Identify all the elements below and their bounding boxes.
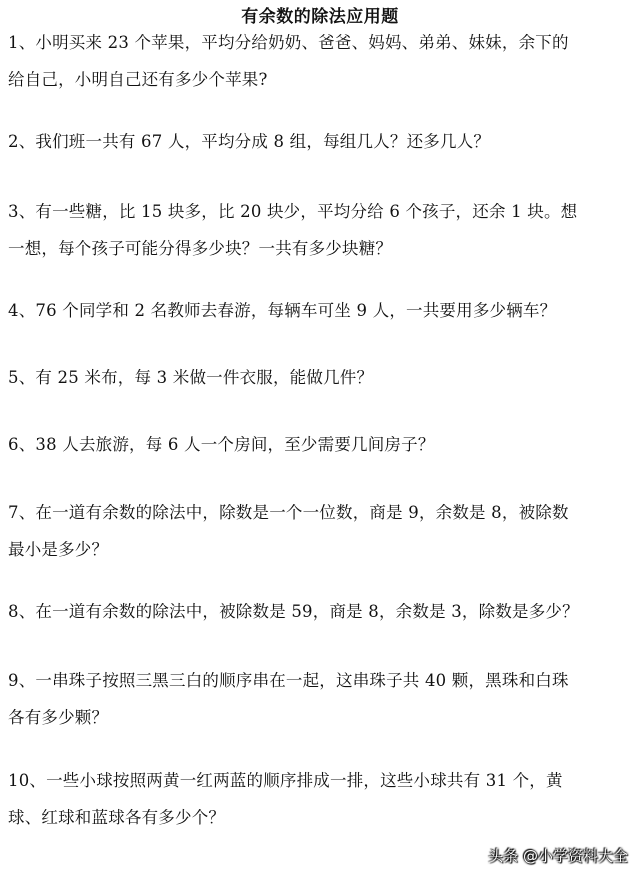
question-1-line-2: 给自己，小明自己还有多少个苹果? [8, 70, 268, 89]
question-8-line-1: 8、在一道有余数的除法中，被除数是 59，商是 8，余数是 3，除数是多少？ [8, 602, 579, 621]
watermark: 头条 @小学资料大全 [488, 847, 628, 865]
question-6-line-1: 6、38 人去旅游，每 6 人一个房间，至少需要几间房子？ [8, 435, 435, 454]
question-7-line-1: 7、在一道有余数的除法中，除数是一个一位数，商是 9，余数是 8，被除数 [8, 503, 569, 522]
question-5 [8, 359, 632, 396]
question-4 [8, 292, 632, 329]
question-5-line-1: 5、有 25 米布，每 3 米做一件衣服，能做几件？ [8, 368, 374, 387]
question-10-line-2: 球、红球和蓝球各有多少个？ [8, 808, 226, 827]
worksheet-title: 有余数的除法应用题 [241, 7, 399, 27]
question-1 [8, 24, 632, 98]
question-10-line-1: 10、一些小球按照两黄一红两蓝的顺序排成一排，这些小球共有 31 个，黄 [8, 771, 563, 790]
question-3-line-1: 3、有一些糖，比 15 块多，比 20 块少，平均分给 6 个孩子，还余 1 块。想 [8, 202, 578, 221]
question-8 [8, 593, 632, 630]
question-10 [8, 762, 632, 836]
question-4-line-1: 4、76 个同学和 2 名教师去春游，每辆车可坐 9 人，一共要用多少辆车？ [8, 301, 557, 320]
question-6 [8, 426, 632, 463]
question-2 [8, 123, 632, 160]
question-3 [8, 193, 632, 267]
question-9 [8, 662, 632, 736]
question-9-line-2: 各有多少颗？ [8, 708, 109, 727]
question-7-line-2: 最小是多少？ [8, 540, 109, 559]
question-7 [8, 494, 632, 568]
question-3-line-2: 一想，每个孩子可能分得多少块？一共有多少块糖？ [8, 239, 393, 258]
question-9-line-1: 9、一串珠子按照三黑三白的顺序串在一起，这串珠子共 40 颗，黑珠和白珠 [8, 671, 569, 690]
question-1-line-1: 1、小明买来 23 个苹果，平均分给奶奶、爸爸、妈妈、弟弟、妹妹，余下的 [8, 33, 569, 52]
question-2-line-1: 2、我们班一共有 67 人，平均分成 8 组，每组几人？还多几人？ [8, 132, 491, 151]
